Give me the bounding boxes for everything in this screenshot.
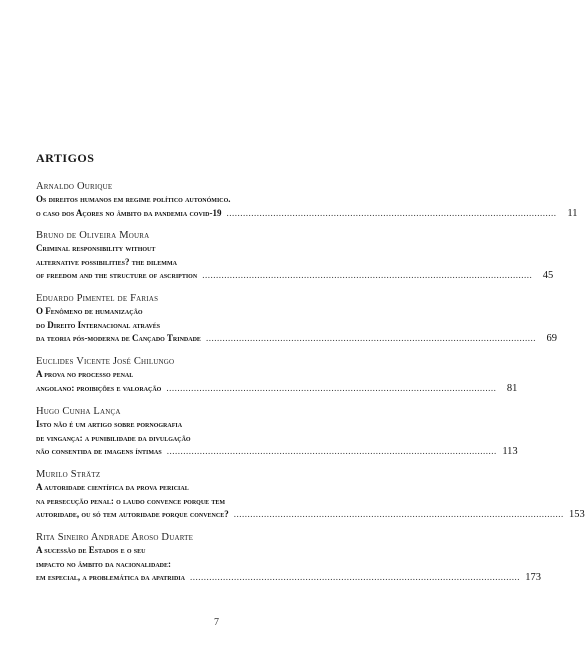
entry-author: Euclides Vicente José Chilungo bbox=[36, 356, 175, 367]
entry-title-line: Isto não é um artigo sobre pornografia bbox=[36, 419, 183, 429]
entry-title-text: of freedom and the structure of ascription bbox=[36, 270, 198, 280]
entry-author: Bruno de Oliveira Moura bbox=[36, 230, 150, 241]
toc-entry[interactable] bbox=[36, 180, 578, 220]
dot-leader: ........................................................................................................................ bbox=[205, 333, 536, 343]
toc-entry[interactable] bbox=[36, 531, 541, 585]
entry-title-text: autoridade, ou só tem autoridade porque convence? bbox=[36, 509, 229, 519]
entry-title-text: não consentida de imagens íntimas bbox=[36, 446, 162, 456]
entry-title-line: do Direito Internacional através bbox=[36, 319, 161, 330]
entry-title-line: de vingança: a punibilidade da divulgação bbox=[36, 432, 191, 443]
toc-entry[interactable] bbox=[36, 405, 518, 459]
entry-title-text: angolano: proibições e valoração bbox=[36, 382, 162, 393]
entry-page-number: 113 bbox=[502, 446, 518, 457]
dot-leader: ........................................................................................................................ bbox=[226, 207, 557, 218]
entry-title-line: Os direitos humanos em regime político autonómico. bbox=[36, 194, 231, 204]
entry-title-text: em especial, a problemática da apatridia bbox=[36, 572, 185, 582]
entry-author: Arnaldo Ourique bbox=[36, 181, 113, 192]
entry-author: Rita Sineiro Andrade Aroso Duarte bbox=[36, 532, 194, 543]
entry-page-number: 69 bbox=[546, 333, 557, 344]
dot-leader: ........................................................................................................................ bbox=[233, 509, 564, 519]
dot-leader: ........................................................................................................................ bbox=[166, 382, 497, 393]
entry-page-number: 11 bbox=[567, 207, 578, 219]
section-title: ARTIGOS bbox=[36, 151, 95, 165]
entry-title-line: impacto no âmbito da nacionalidade: bbox=[36, 558, 172, 569]
entry-title-line: O Fenômeno de humanização bbox=[36, 306, 143, 316]
entry-title-text: da teoria pós-moderna de Cançado Trindade bbox=[36, 333, 201, 343]
entry-title-line: alternative possibilities? the dilemma bbox=[36, 256, 177, 267]
dot-leader: ........................................................................................................................ bbox=[166, 446, 497, 456]
entry-title-line: Criminal responsibility without bbox=[36, 243, 156, 253]
toc-entry[interactable] bbox=[36, 229, 554, 283]
dot-leader: ........................................................................................................................ bbox=[202, 270, 533, 280]
entry-title-line: na persecução penal: o laudo convence porque tem bbox=[36, 495, 226, 506]
dot-leader: ........................................................................................................................ bbox=[189, 572, 520, 582]
toc-entry[interactable] bbox=[36, 468, 585, 522]
page-number: 7 bbox=[214, 617, 219, 628]
entry-title-line: A sucessão de Estados e o seu bbox=[36, 545, 146, 555]
entry-title-line bbox=[36, 571, 541, 585]
entry-title-line bbox=[36, 508, 585, 522]
entry-title-line bbox=[36, 269, 554, 283]
entry-title-line bbox=[36, 332, 557, 346]
entry-title-line: A autoridade científica da prova pericial bbox=[36, 482, 189, 492]
entry-title-line bbox=[36, 445, 518, 459]
entry-page-number: 45 bbox=[542, 270, 554, 281]
entry-page-number: 173 bbox=[525, 572, 541, 583]
entry-title-line: A prova no processo penal bbox=[36, 369, 134, 379]
entry-title-text: o caso dos Açores no âmbito da pandemia covid-19 bbox=[36, 207, 222, 218]
entry-page-number: 81 bbox=[506, 382, 518, 394]
entry-author: Eduardo Pimentel de Farias bbox=[36, 293, 159, 304]
entry-title-line bbox=[36, 207, 578, 221]
entry-author: Murilo Strätz bbox=[36, 469, 101, 480]
toc-entry[interactable] bbox=[36, 355, 518, 395]
entry-title-line bbox=[36, 382, 518, 396]
entry-page-number: 153 bbox=[568, 509, 585, 520]
entry-author: Hugo Cunha Lança bbox=[36, 406, 121, 417]
toc-entry[interactable] bbox=[36, 292, 557, 346]
